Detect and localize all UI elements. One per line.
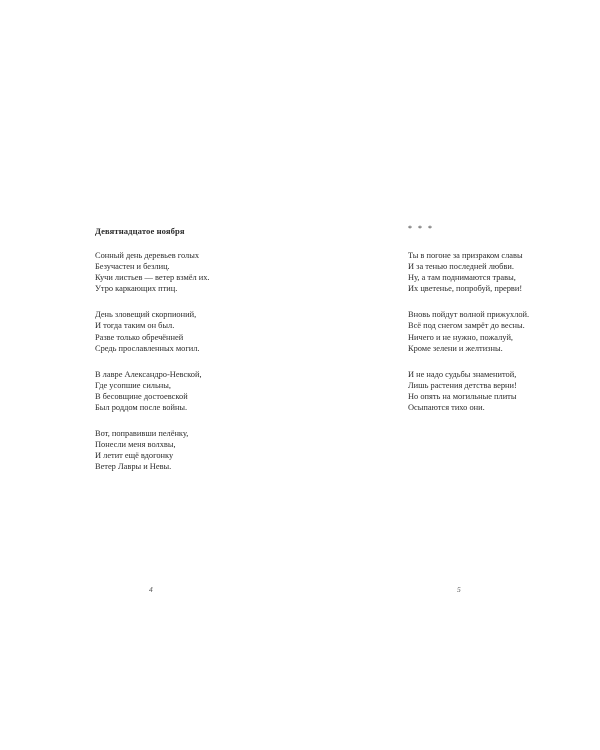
stanza bbox=[408, 309, 600, 353]
verse-line: И тогда таким он был. bbox=[95, 321, 175, 331]
verse-line: И не надо судьбы знаменитой, bbox=[408, 369, 517, 379]
verse-line: Ну, а там поднимаются травы, bbox=[408, 273, 516, 283]
stanza bbox=[408, 369, 600, 413]
page-number: 5 bbox=[457, 585, 461, 594]
verse-line: Ты в погоне за призраком славы bbox=[408, 251, 523, 260]
verse-line: Лишь растения детства верни! bbox=[408, 380, 517, 390]
verse-line: Ветер Лавры и Невы. bbox=[95, 462, 172, 472]
verse-line: Вновь пойдут волной прижухлой. bbox=[408, 310, 530, 320]
verse-line: В бесовщине достоевской bbox=[95, 391, 188, 401]
verse-line: Средь прославленных могил. bbox=[95, 343, 200, 353]
verse-line: Их цветенье, попробуй, прерви! bbox=[408, 284, 523, 294]
verse-line: Где усопшие сильны, bbox=[95, 380, 171, 390]
verse-line: Сонный день деревьев голых bbox=[95, 251, 200, 260]
verse-line: Утро каркающих птиц. bbox=[95, 284, 178, 294]
page-number: 4 bbox=[149, 585, 153, 594]
verse-line: День зловещий скорпионий, bbox=[95, 310, 197, 320]
verse-line: Осыпаются тихо они. bbox=[408, 403, 485, 413]
stanza bbox=[95, 428, 295, 472]
poem-separator-asterisks: * * * bbox=[408, 224, 434, 233]
verse-line: Ничего и не нужно, пожалуй, bbox=[408, 332, 514, 342]
verse-line: В лавре Александро-Невской, bbox=[95, 369, 202, 379]
verse-line: И летит ещё вдогонку bbox=[95, 451, 174, 461]
poem-title: Девятнадцатое ноября bbox=[95, 226, 185, 236]
verse-line: Но опять на могильные плиты bbox=[408, 391, 517, 401]
verse-line: Всё под снегом замрёт до весны. bbox=[408, 321, 525, 331]
verse-line: Безучастен и безлиц. bbox=[95, 262, 170, 272]
left-poem-body bbox=[95, 250, 295, 488]
stanza bbox=[408, 250, 600, 294]
verse-line: Кроме зелени и желтизны. bbox=[408, 343, 503, 353]
verse-line: И за тенью последней любви. bbox=[408, 262, 514, 272]
right-poem-body bbox=[408, 250, 600, 428]
verse-line: Кучи листьев — ветер взмёл их. bbox=[95, 273, 210, 283]
stanza bbox=[95, 309, 295, 353]
verse-line: Понесли меня волхвы, bbox=[95, 440, 176, 450]
verse-line: Был роддом после войны. bbox=[95, 403, 188, 413]
verse-line: Разве только обречённей bbox=[95, 332, 184, 342]
stanza bbox=[95, 369, 295, 413]
verse-line: Вот, поправивши пелёнку, bbox=[95, 429, 189, 439]
stanza bbox=[95, 250, 295, 294]
